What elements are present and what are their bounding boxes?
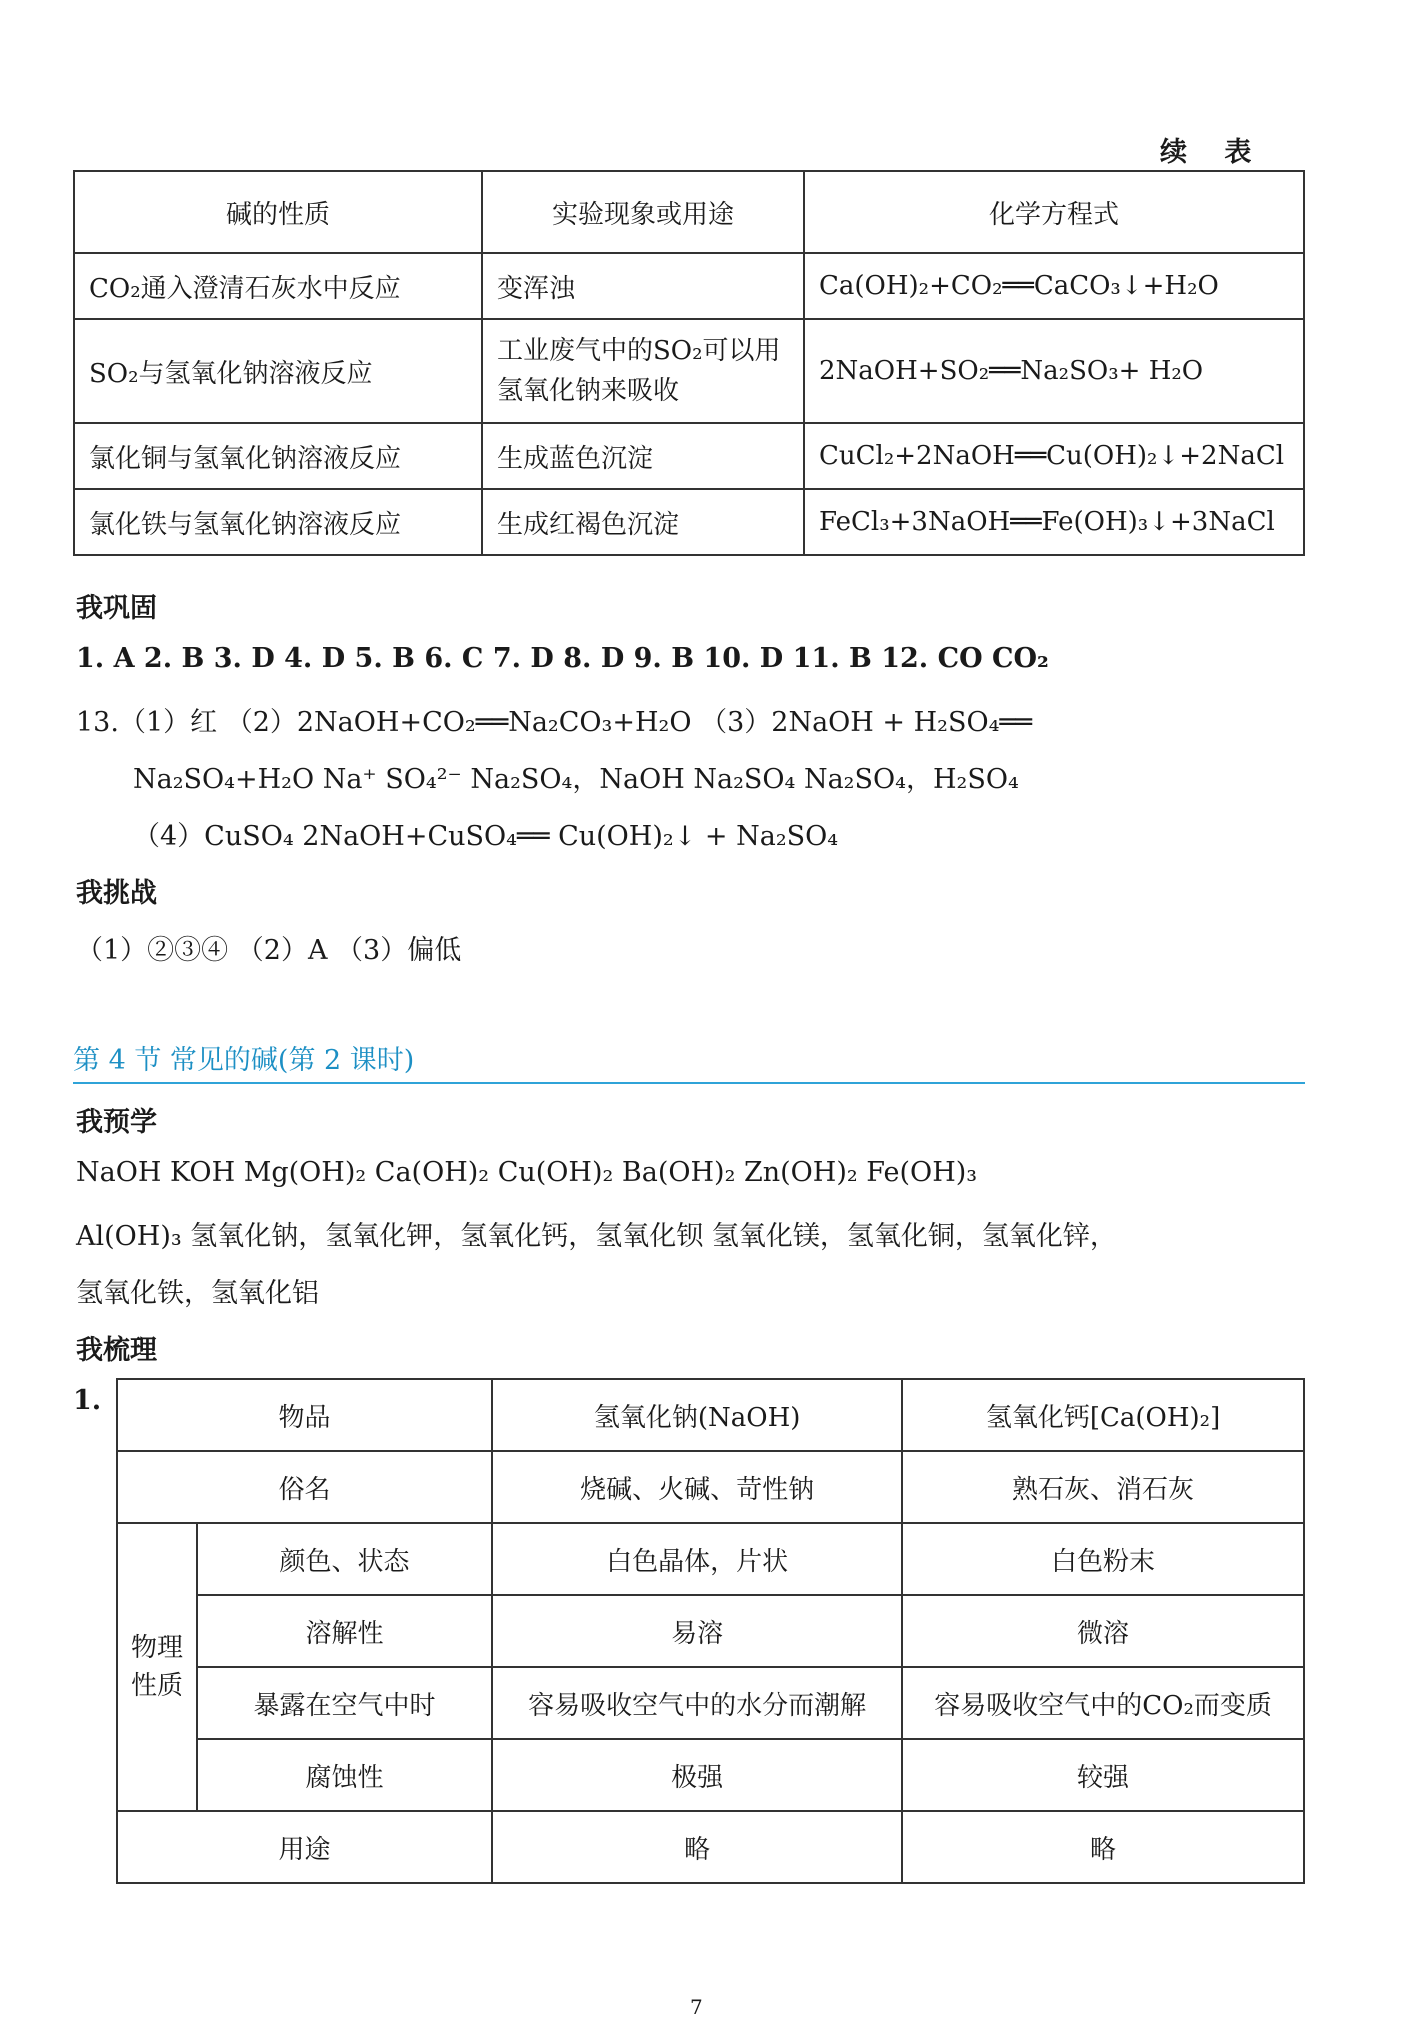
review-title: 我梳理 [76,1335,157,1366]
preview-title: 我预学 [76,1107,157,1138]
header-cell: 氢氧化钠(NaOH) [492,1379,902,1451]
header-cell: 化学方程式 [804,171,1304,253]
table-row [117,1595,1304,1667]
table-cell: 易溶 [492,1595,902,1667]
row-label-cell: 用途 [117,1811,492,1883]
table-cell: 微溶 [902,1595,1304,1667]
table-cell: 略 [902,1811,1304,1883]
row-label-cell: 溶解性 [197,1595,492,1667]
phenomenon-cell: 变浑浊 [482,253,804,319]
row-label-cell: 暴露在空气中时 [197,1667,492,1739]
row-label-cell: 俗名 [117,1451,492,1523]
table-cell: 容易吸收空气中的水分而潮解 [492,1667,902,1739]
table-header-row [117,1379,1304,1451]
table-row [117,1739,1304,1811]
row-label-cell: 颜色、状态 [197,1523,492,1595]
table-row [117,1451,1304,1523]
continued-label: 续 表 [1160,137,1266,168]
property-cell: 氯化铜与氢氧化钠溶液反应 [74,423,482,489]
table-row [74,423,1304,489]
table-row [117,1523,1304,1595]
header-cell: 实验现象或用途 [482,171,804,253]
property-cell: SO₂与氢氧化钠溶液反应 [74,319,482,423]
table-cell: 熟石灰、消石灰 [902,1451,1304,1523]
challenge-title: 我挑战 [76,878,157,909]
table-row [74,253,1304,319]
table-row [74,319,1304,423]
question-number: 1. [73,1385,102,1416]
answers-line: 1. A 2. B 3. D 4. D 5. B 6. C 7. D 8. D 9. B 10. D 11. B 12. CO CO₂ [76,643,1049,674]
phenomenon-cell: 工业废气中的SO₂可以用氢氧化钠来吸收 [482,319,804,423]
table-cell: 烧碱、火碱、苛性钠 [492,1451,902,1523]
preview-line-3: 氢氧化铁，氢氧化铝 [76,1278,319,1309]
equation-cell: CuCl₂+2NaOH══Cu(OH)₂↓+2NaCl [804,423,1304,489]
phenomenon-cell: 生成蓝色沉淀 [482,423,804,489]
q13-line-1: 13.（1）红 （2）2NaOH+CO₂══Na₂CO₃+H₂O （3）2NaOH + H₂SO₄══ [76,707,1032,738]
table-header-row [74,171,1304,253]
table-cell: 极强 [492,1739,902,1811]
base-properties-table [73,170,1305,556]
table-row [117,1811,1304,1883]
table-cell: 略 [492,1811,902,1883]
section-heading: 第 4 节 常见的碱(第 2 课时) [73,1045,415,1076]
alkali-comparison-table [116,1378,1305,1884]
header-cell: 碱的性质 [74,171,482,253]
page-number: 7 [690,1995,703,2019]
table-cell: 白色粉末 [902,1523,1304,1595]
table-cell: 白色晶体，片状 [492,1523,902,1595]
equation-cell: Ca(OH)₂+CO₂══CaCO₃↓+H₂O [804,253,1304,319]
q13-line-2: Na₂SO₄+H₂O Na⁺ SO₄²⁻ Na₂SO₄，NaOH Na₂SO₄ Na₂SO₄，H₂SO₄ [133,764,1019,795]
preview-line-1: NaOH KOH Mg(OH)₂ Ca(OH)₂ Cu(OH)₂ Ba(OH)₂ Zn(OH)₂ Fe(OH)₃ [76,1157,978,1188]
phenomenon-cell: 生成红褐色沉淀 [482,489,804,555]
equation-cell: 2NaOH+SO₂══Na₂SO₃+ H₂O [804,319,1304,423]
equation-cell: FeCl₃+3NaOH══Fe(OH)₃↓+3NaCl [804,489,1304,555]
section-divider [73,1082,1305,1084]
consolidate-title: 我巩固 [76,593,157,624]
q13-line-3: （4）CuSO₄ 2NaOH+CuSO₄══ Cu(OH)₂↓ + Na₂SO₄ [133,821,839,852]
header-cell: 氢氧化钙[Ca(OH)₂] [902,1379,1304,1451]
header-cell: 物品 [117,1379,492,1451]
physical-properties-label: 物理性质 [117,1523,197,1811]
property-cell: 氯化铁与氢氧化钠溶液反应 [74,489,482,555]
table-cell: 较强 [902,1739,1304,1811]
table-cell: 容易吸收空气中的CO₂而变质 [902,1667,1304,1739]
table-row [74,489,1304,555]
preview-line-2: Al(OH)₃ 氢氧化钠，氢氧化钾，氢氧化钙，氢氧化钡 氢氧化镁，氢氧化铜，氢氧化锌， [76,1221,1117,1252]
row-label-cell: 腐蚀性 [197,1739,492,1811]
table-row [117,1667,1304,1739]
challenge-answer: （1）②③④ （2）A （3）偏低 [76,935,462,966]
property-cell: CO₂通入澄清石灰水中反应 [74,253,482,319]
